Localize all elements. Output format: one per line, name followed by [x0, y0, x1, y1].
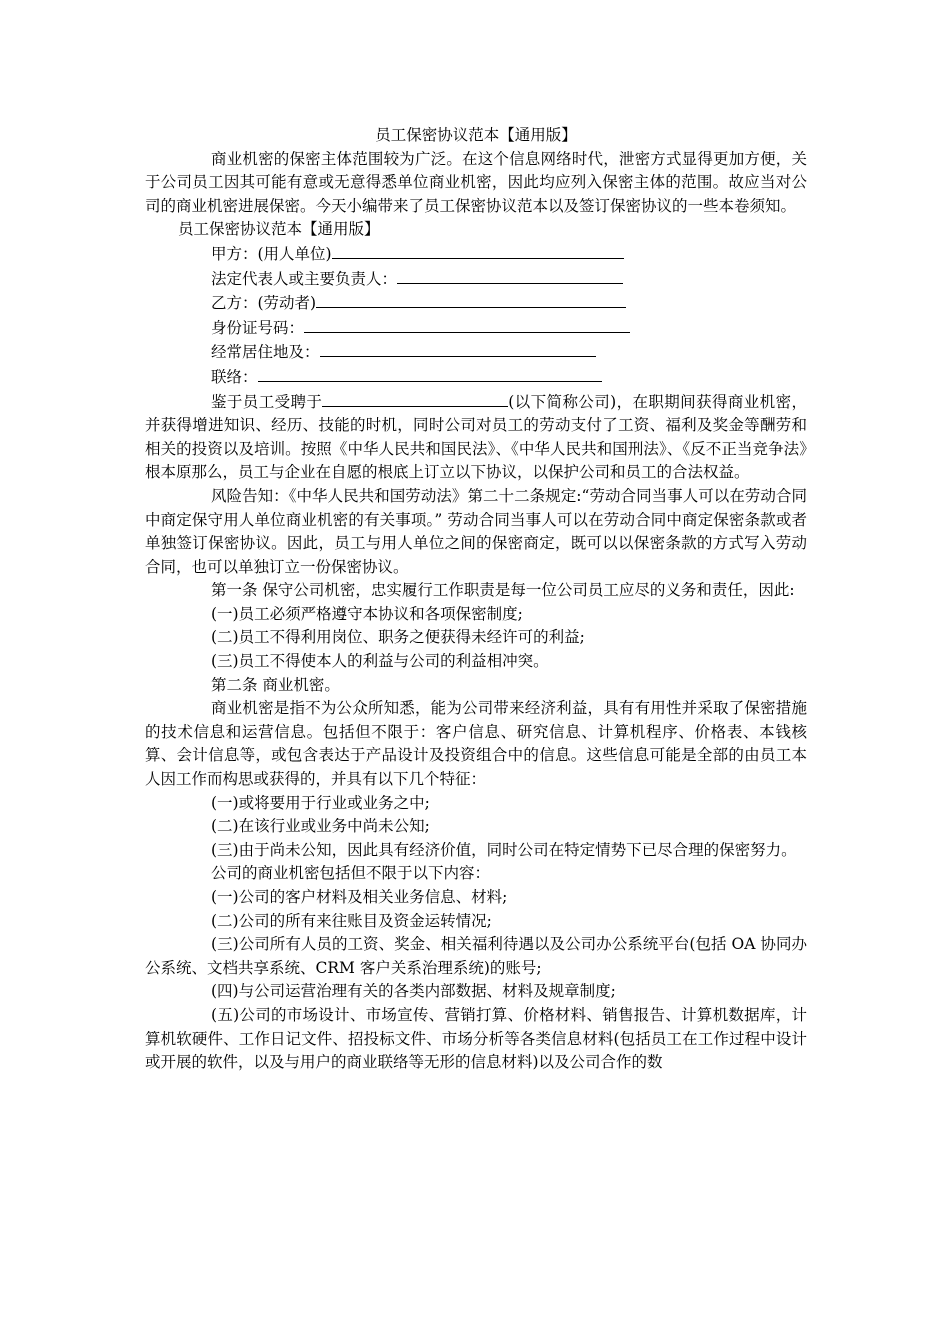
risk-notice-paragraph: 风险告知：《中华人民共和国劳动法》第二十二条规定:“劳动合同当事人可以在劳动合同中商定保守用人单位商业机密的有关事项。” 劳动合同当事人可以在劳动合同中商定保密条款或者单独签订保密协议。因此，员工与用人单位之间的保密商定，既可以以保密条款的方式写入劳动合同，也可以单独订立一份保密协议。	[145, 486, 807, 576]
recital-paragraph: 鉴于员工受聘于 (以下简称公司)，在职期间获得商业机密，并获得增进知识、经历、技能的时机，同时公司对员工的劳动支付了工资、福利及奖金等酬劳和相关的投资以及培训。按照《中华人民共和国民法》、《中华人民共和国刑法》、《反不正当竞争法》根本原那么，员工与企业在自愿的根底上订立以下协议，以保护公司和员工的合法权益。	[145, 390, 807, 485]
article-1-item: (一)员工必须严格遵守本协议和各项保密制度;	[211, 604, 523, 623]
document-page	[145, 124, 807, 1075]
agreement-subtitle: 员工保密协议范本【通用版】	[178, 220, 380, 239]
content-item: (二)公司的所有来往账目及资金运转情况;	[211, 911, 492, 930]
article-1: 第一条 保守公司机密，忠实履行工作职责是每一位公司员工应尽的义务和责任，因此:	[211, 581, 795, 600]
article-2-definition: 商业机密是指不为公众所知悉，能为公司带来经济利益，具有有用性并采取了保密措施的技术信息和运营信息。包括但不限于：客户信息、研究信息、计算机程序、价格表、本钱核算、会计信息等，或包含表达于产品设计及投资组合中的信息。这些信息可能是全部的由员工本人因工作而构思或获得的，并具有以下几个特征：	[145, 699, 807, 789]
article-2: 第二条 商业机密。	[211, 675, 340, 694]
content-item: (四)与公司运营治理有关的各类内部数据、材料及规章制度;	[211, 982, 616, 1001]
article-1-item: (三)员工不得使本人的利益与公司的利益相冲突。	[211, 652, 549, 671]
field-residence: 经常居住地及：	[145, 340, 807, 365]
content-item: (五)公司的市场设计、市场宣传、营销打算、价格材料、销售报告、计算机数据库，计算机软硬件、工作日记文件、招投标文件、市场分析等各类信息材料(包括员工在工作过程中设计或开展的软件，以及与用户的商业联络等无形的信息材料)以及公司合作的数	[145, 1005, 807, 1072]
article-2-feature: (三)由于尚未公知，因此具有经济价值，同时公司在特定情势下已尽合理的保密努力。	[211, 840, 797, 859]
field-contact: 联络：	[145, 365, 807, 390]
intro-paragraph: 商业机密的保密主体范围较为广泛。在这个信息网络时代，泄密方式显得更加方便，关于公司员工因其可能有意或无意得悉单位商业机密，因此均应列入保密主体的范围。故应当对公司的商业机密进展保密。今天小编带来了员工保密协议范本以及签订保密协议的一些本卷须知。	[145, 149, 807, 215]
field-party-b: 乙方：(劳动者)	[145, 291, 807, 316]
contact-blank	[258, 365, 602, 382]
field-id-number: 身份证号码：	[145, 316, 807, 341]
content-intro: 公司的商业机密包括但不限于以下内容：	[211, 864, 491, 883]
field-party-a: 甲方：(用人单位)	[145, 242, 807, 267]
article-2-feature: (二)在该行业或业务中尚未公知;	[211, 817, 430, 836]
field-legal-rep: 法定代表人或主要负责人：	[145, 267, 807, 292]
article-2-feature: (一)或将要用于行业或业务之中;	[211, 793, 430, 812]
id-number-blank	[304, 316, 630, 333]
party-a-blank	[332, 242, 624, 259]
residence-blank	[320, 340, 596, 357]
content-item: (一)公司的客户材料及相关业务信息、材料;	[211, 888, 508, 906]
document-title: 员工保密协议范本【通用版】	[375, 126, 577, 144]
article-1-item: (二)员工不得利用岗位、职务之便获得未经许可的利益;	[211, 628, 585, 647]
content-item: (三)公司所有人员的工资、奖金、相关福利待遇以及公司办公系统平台(包括 OA 协同办公系统、文档共享系统、CRM 客户关系治理系统)的账号;	[145, 935, 807, 977]
legal-rep-blank	[397, 267, 623, 284]
employer-blank	[322, 390, 508, 407]
party-b-blank	[316, 291, 626, 308]
